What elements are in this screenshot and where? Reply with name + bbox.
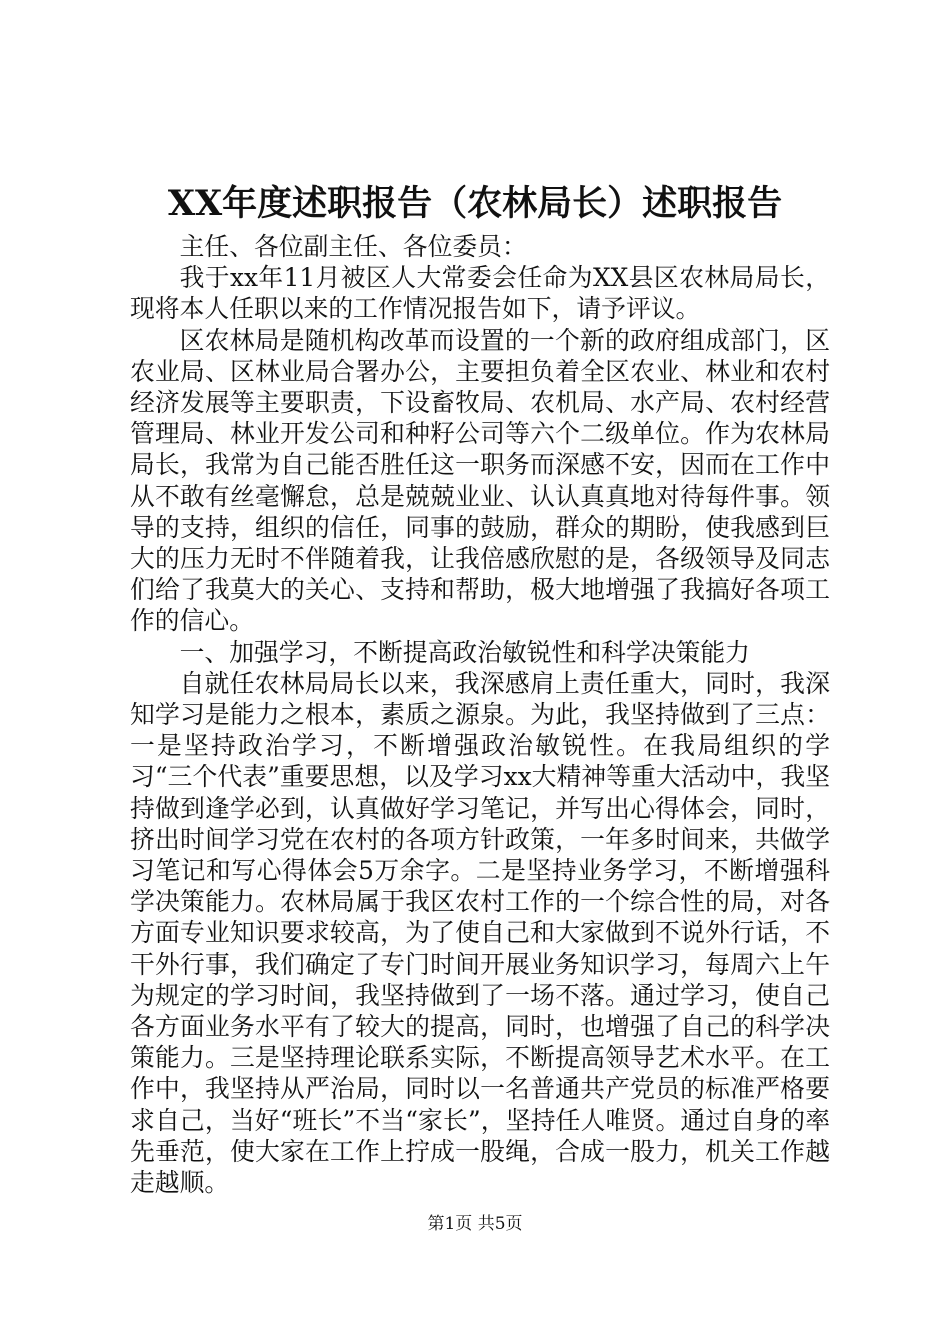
salutation-paragraph: 主任、各位副主任、各位委员： xyxy=(179,232,527,261)
section-body-paragraph: 自就任农林局局长以来，我深感肩上责任重大，同时，我深知学习是能力之根本，素质之源泉。为此，我坚持做到了三点：一是坚持政治学习，不断增强政治敏锐性。在我局组织的学习“三个代表”重要思想，以及学习xx大精神等重大活动中，我坚持做到逢学必到，认真做好学习笔记，并写出心得体会，同时，挤出时间学习党在农村的各项方针政策，一年多时间来，共做学习笔记和写心得体会5万余字。二是坚持业务学习，不断增强科学决策能力。农林局属于我区农村工作的一个综合性的局，对各方面专业知识要求较高，为了使自己和大家做到不说外行话，不干外行事，我们确定了专门时间开展业务知识学习，每周六上午为规定的学习时间，我坚持做到了一场不落。通过学习，使自己各方面业务水平有了较大的提高，同时，也增强了自己的科学决策能力。三是坚持理论联系实际，不断提高领导艺术水平。在工作中，我坚持从严治局，同时以一名普通共产党员的标准严格要求自己，当好“班长”不当“家长”，坚持任人唯贤。通过自身的率先垂范，使大家在工作上拧成一股绳，合成一股力，机关工作越走越顺。 xyxy=(130,668,830,1198)
document-title: XX年度述职报告（农林局长）述职报告 xyxy=(167,183,783,224)
background-paragraph: 区农林局是随机构改革而设置的一个新的政府组成部门，区农业局、区林业局合署办公，主要担负着全区农业、林业和农村经济发展等主要职责，下设畜牧局、农机局、水产局、农村经营管理局、林业开发公司和种籽公司等六个二级单位。作为农林局局长，我常为自己能否胜任这一职务而深感不安，因而在工作中从不敢有丝毫懈怠，总是兢兢业业、认认真真地对待每件事。领导的支持，组织的信任，同事的鼓励，群众的期盼，使我感到巨大的压力无时不伴随着我，让我倍感欣慰的是，各级领导及同志们给了我莫大的关心、支持和帮助，极大地增强了我搞好各项工作的信心。 xyxy=(130,325,830,636)
intro-paragraph: 我于xx年11月被区人大常委会任命为XX县区农林局局长，现将本人任职以来的工作情况报告如下，请予评议。 xyxy=(130,263,830,324)
section-heading: 一、加强学习，不断提高政治敏锐性和科学决策能力 xyxy=(179,637,750,667)
page-number-footer: 第1页 共5页 xyxy=(427,1214,523,1234)
document-body xyxy=(130,231,830,1198)
